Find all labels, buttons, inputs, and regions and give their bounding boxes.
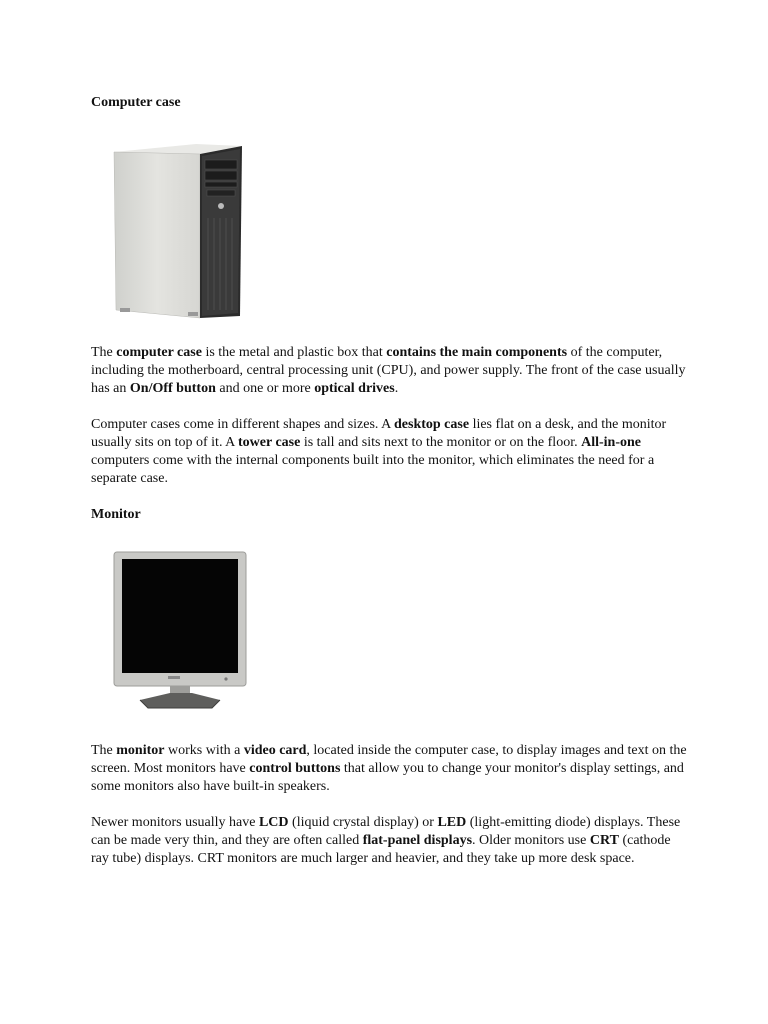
bold-term: LCD — [258, 815, 289, 830]
paragraph-computer-case-types — [91, 416, 691, 488]
bold-term: On/Off button — [129, 381, 216, 396]
text-run: lies flat on a desk, and the monitor usually sits on top of it. A — [91, 417, 667, 450]
text-run: computers come with the internal components built into the monitor, which eliminates the need for a separate case. — [91, 453, 655, 486]
paragraph-computer-case-definition — [91, 344, 691, 398]
bold-term: contains the main components — [386, 345, 568, 360]
text-run: is the metal and plastic box that — [201, 345, 387, 360]
bold-term: video card — [243, 743, 307, 758]
text-run: , located inside the computer case, to display images and text on the screen. Most monitors have — [91, 743, 687, 776]
text-run: of the computer, including the motherboard, central processing unit (CPU), and power supply. The front of the case usually has an — [91, 345, 686, 396]
computer-tower-icon — [108, 140, 248, 320]
bold-term: control buttons — [249, 761, 341, 776]
bold-term: tower case — [238, 435, 301, 450]
text-run: . Older monitors use — [472, 833, 590, 848]
paragraph-monitor-display-types — [91, 814, 691, 868]
bold-term: optical drives — [314, 381, 395, 396]
section-heading-monitor: Monitor — [91, 507, 141, 522]
text-run: (liquid crystal display) or — [288, 815, 438, 830]
bold-term: CRT — [589, 833, 619, 848]
bold-term: desktop case — [394, 417, 470, 432]
bold-term: computer case — [116, 345, 202, 360]
text-run: The — [91, 743, 117, 758]
paragraph-monitor-definition — [91, 742, 691, 796]
bold-term: monitor — [116, 743, 165, 758]
text-run: The — [91, 345, 117, 360]
text-run: Newer monitors usually have — [91, 815, 259, 830]
text-run: that allow you to change your monitor's display settings, and some monitors also have built-in speakers. — [91, 761, 684, 794]
bold-term: All-in-one — [581, 435, 641, 450]
text-run: is tall and sits next to the monitor or on the floor. — [300, 435, 582, 450]
monitor-icon — [108, 548, 253, 713]
text-run: (cathode ray tube) displays. CRT monitors are much larger and heavier, and they take up more desk space. — [91, 833, 671, 866]
bold-term: LED — [437, 815, 467, 830]
text-run: (light-emitting diode) displays. These can be made very thin, and they are often called — [91, 815, 681, 848]
text-run: . — [394, 381, 399, 396]
section-heading-computer-case: Computer case — [91, 95, 181, 110]
text-run: works with a — [164, 743, 244, 758]
bold-term: flat-panel displays — [362, 833, 473, 848]
text-run: and one or more — [215, 381, 315, 396]
text-run: Computer cases come in different shapes and sizes. A — [91, 417, 394, 432]
